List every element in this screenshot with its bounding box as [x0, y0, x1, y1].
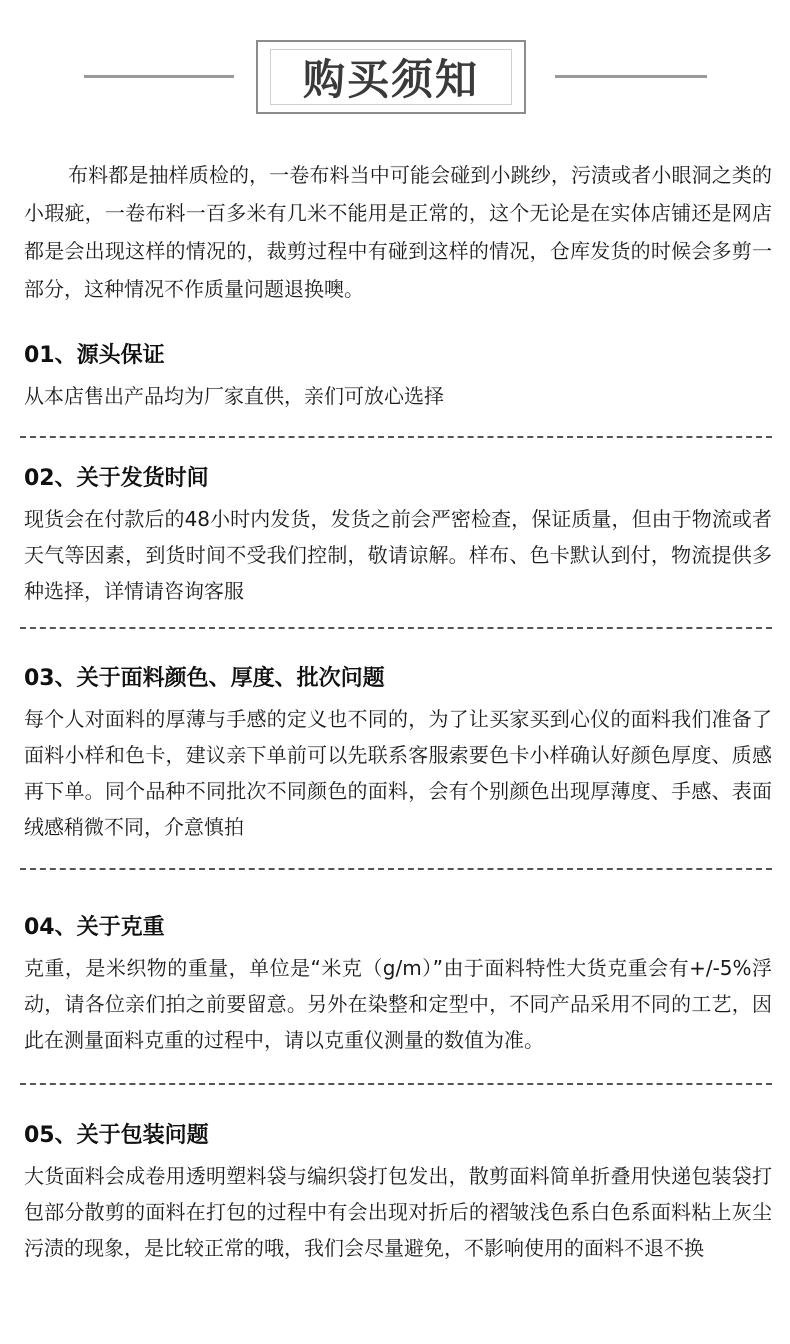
title-decor-line-left [84, 75, 234, 78]
intro-paragraph: 布料都是抽样质检的，一卷布料当中可能会碰到小跳纱，污渍或者小眼洞之类的小瑕疵，一卷布料一百多米有几米不能用是正常的，这个无论是在实体店铺还是网店都是会出现这样的情况的，裁剪过程中有碰到这样的情况，仓库发货的时候会多剪一部分，这种情况不作质量问题退换噢。 [24, 163, 772, 301]
section-packaging [24, 1118, 772, 1266]
section-heading: 01、源头保证 [24, 343, 165, 368]
section-body: 从本店售出产品均为厂家直供，亲们可放心选择 [24, 384, 444, 408]
section-divider [20, 436, 772, 438]
title-block [0, 0, 790, 130]
section-divider [20, 627, 772, 629]
section-divider [20, 1083, 772, 1085]
section-heading: 04、关于克重 [24, 915, 165, 940]
section-source-guarantee [24, 338, 772, 414]
page-title: 购买须知 [270, 49, 512, 105]
section-heading: 05、关于包装问题 [24, 1123, 209, 1148]
section-body: 现货会在付款后的48小时内发货，发货之前会严密检查，保证质量，但由于物流或者天气等因素，到货时间不受我们控制，敬请谅解。样布、色卡默认到付，物流提供多种选择，详情请咨询客服 [24, 507, 772, 603]
title-frame [256, 40, 526, 114]
section-weight [24, 910, 772, 1058]
section-heading: 02、关于发货时间 [24, 466, 209, 491]
section-divider [20, 868, 772, 870]
section-fabric-color [24, 661, 772, 845]
section-body: 大货面料会成卷用透明塑料袋与编织袋打包发出，散剪面料简单折叠用快递包装袋打包部分散剪的面料在打包的过程中有会出现对折后的褶皱浅色系白色系面料粘上灰尘污渍的现象，是比较正常的哦，我们会尽量避免，不影响使用的面料不退不换 [24, 1164, 772, 1260]
section-shipping-time [24, 461, 772, 609]
section-body: 克重，是米织物的重量，单位是“米克（g/m）”由于面料特性大货克重会有+/-5%浮动，请各位亲们拍之前要留意。另外在染整和定型中，不同产品采用不同的工艺，因此在测量面料克重的过程中，请以克重仪测量的数值为准。 [24, 956, 772, 1052]
section-heading: 03、关于面料颜色、厚度、批次问题 [24, 666, 385, 691]
section-body: 每个人对面料的厚薄与手感的定义也不同的，为了让买家买到心仪的面料我们准备了面料小样和色卡，建议亲下单前可以先联系客服索要色卡小样确认好颜色厚度、质感再下单。同个品种不同批次不同颜色的面料，会有个别颜色出现厚薄度、手感、表面绒感稍微不同，介意慎拍 [24, 707, 772, 839]
title-decor-line-right [555, 75, 707, 78]
